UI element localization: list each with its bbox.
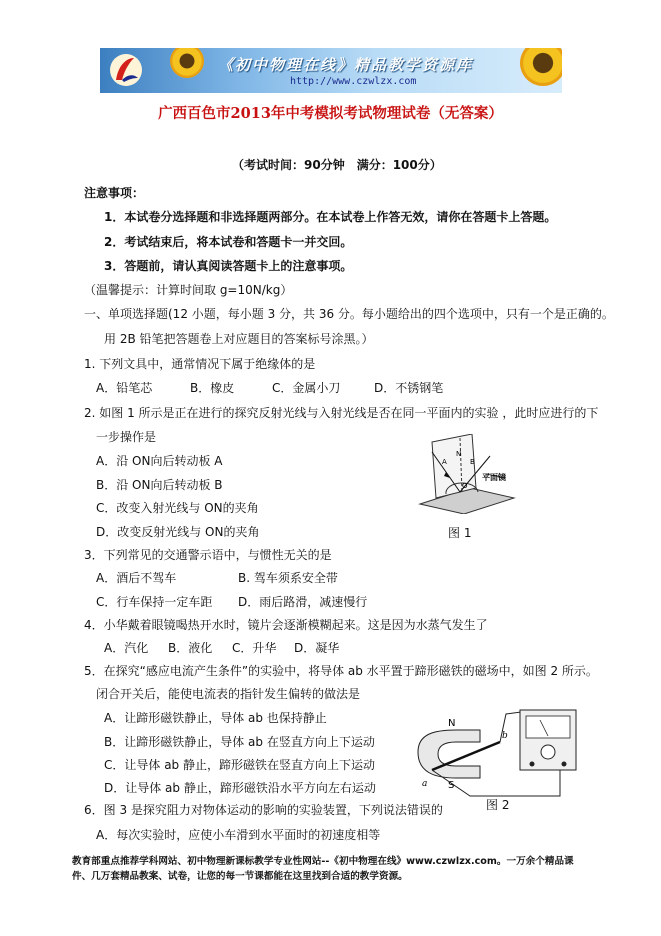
fig2-label-b: b bbox=[502, 731, 508, 741]
fig1-label-mirror: 平面镜 bbox=[482, 473, 506, 482]
question-stem-cont: 一步操作是 bbox=[96, 430, 157, 444]
fig1-label-B: B bbox=[470, 458, 475, 466]
option: D．凝华 bbox=[294, 641, 340, 655]
option: A．每次实验时，应使小车滑到水平面时的初速度相等 bbox=[96, 828, 381, 842]
option: B．让蹄形磁铁静止，导体 ab 在竖直方向上下运动 bbox=[104, 735, 375, 749]
exam-info: （考试时间：90分钟 满分：100分） bbox=[232, 158, 442, 172]
hint-text: （温馨提示：计算时间取 g=10N/kg） bbox=[84, 283, 293, 297]
banner-url: http://www.czwlzx.com bbox=[290, 76, 417, 87]
option: D．改变反射光线与 ON的夹角 bbox=[96, 525, 260, 539]
option: C．让导体 ab 静止，蹄形磁铁在竖直方向上下运动 bbox=[104, 758, 375, 772]
option: C．改变入射光线与 ON的夹角 bbox=[96, 501, 259, 515]
option: D．不锈钢笔 bbox=[374, 381, 444, 395]
option: D．雨后路滑，减速慢行 bbox=[238, 595, 368, 609]
sunflower-icon bbox=[520, 48, 562, 86]
figure-2-induction-diagram bbox=[410, 704, 590, 799]
notes-heading: 注意事项： bbox=[84, 186, 145, 200]
option: C．金属小刀 bbox=[272, 381, 341, 395]
section-heading: 一、单项选择题(12 小题，每小题 3 分，共 36 分。每小题给出的四个选项中，只有一个是正确的。 bbox=[84, 307, 614, 321]
footer-line: 教育部重点推荐学科网站、初中物理新课标教学专业性网站--《初中物理在线》www.czwlzx.com。一万余个精品课 bbox=[72, 856, 574, 867]
option: B．橡皮 bbox=[190, 381, 235, 395]
fig2-label-S: S bbox=[448, 780, 455, 791]
page-footer bbox=[72, 854, 632, 884]
figure-1-reflection-diagram bbox=[410, 434, 520, 514]
option: D．让导体 ab 静止，蹄形磁铁沿水平方向左右运动 bbox=[104, 781, 376, 795]
note-item: 3．答题前，请认真阅读答题卡上的注意事项。 bbox=[104, 259, 353, 273]
option: C．行车保持一定车距 bbox=[96, 595, 213, 609]
option: A．沿 ON向后转动板 A bbox=[96, 454, 223, 468]
question-stem: 3．下列常见的交通警示语中，与惯性无关的是 bbox=[84, 548, 332, 562]
option: B．沿 ON向后转动板 B bbox=[96, 478, 223, 492]
option: B. 驾车须系安全带 bbox=[238, 571, 338, 585]
question-stem: 5．在探究“感应电流产生条件”的实验中，将导体 ab 水平置于蹄形磁铁的磁场中，如图 2 所示。 bbox=[84, 664, 598, 678]
option: A．铅笔芯 bbox=[96, 381, 153, 395]
sunflower-icon bbox=[170, 48, 204, 78]
figure-1-caption: 图 1 bbox=[448, 526, 472, 540]
section-heading-cont: 用 2B 铅笔把答题卷上对应题目的答案标号涂黑。） bbox=[104, 332, 374, 346]
note-item: 1．本试卷分选择题和非选择题两部分。在本试卷上作答无效，请你在答题卡上答题。 bbox=[104, 210, 557, 224]
header-banner bbox=[100, 48, 562, 93]
page-title: 广西百色市2013年中考模拟考试物理试卷（无答案） bbox=[158, 105, 503, 122]
fig1-label-A: A bbox=[442, 458, 447, 466]
option: A．酒后不驾车 bbox=[96, 571, 177, 585]
figure-2-caption: 图 2 bbox=[486, 798, 510, 812]
option: C．升华 bbox=[232, 641, 277, 655]
question-stem-cont: 闭合开关后，能使电流表的指针发生偏转的做法是 bbox=[96, 687, 361, 701]
site-logo-icon bbox=[108, 52, 144, 88]
fig2-label-N: N bbox=[448, 718, 456, 729]
banner-slogan: 《初中物理在线》精品教学资源库 bbox=[218, 56, 474, 74]
question-stem: 1. 下列文具中，通常情况下属于绝缘体的是 bbox=[84, 357, 316, 371]
note-item: 2．考试结束后，将本试卷和答题卡一并交回。 bbox=[104, 235, 353, 249]
fig1-label-O: O bbox=[462, 482, 468, 490]
option: B．液化 bbox=[168, 641, 213, 655]
option: A．让蹄形磁铁静止，导体 ab 也保持静止 bbox=[104, 711, 327, 725]
question-stem: 6．图 3 是探究阻力对物体运动的影响的实验装置，下列说法错误的 bbox=[84, 803, 443, 817]
fig1-label-N: N bbox=[456, 450, 462, 458]
option: A．汽化 bbox=[104, 641, 149, 655]
question-stem: 2. 如图 1 所示是正在进行的探究反射光线与入射光线是否在同一平面内的实验 ，此时应进行的下 bbox=[84, 406, 599, 420]
fig2-label-a: a bbox=[422, 779, 428, 789]
footer-line: 件、几万套精品教案、试卷，让您的每一节课都能在这里找到合适的教学资源。 bbox=[72, 871, 408, 882]
question-stem: 4．小华戴着眼镜喝热开水时，镜片会逐渐模糊起来。这是因为水蒸气发生了 bbox=[84, 618, 488, 632]
